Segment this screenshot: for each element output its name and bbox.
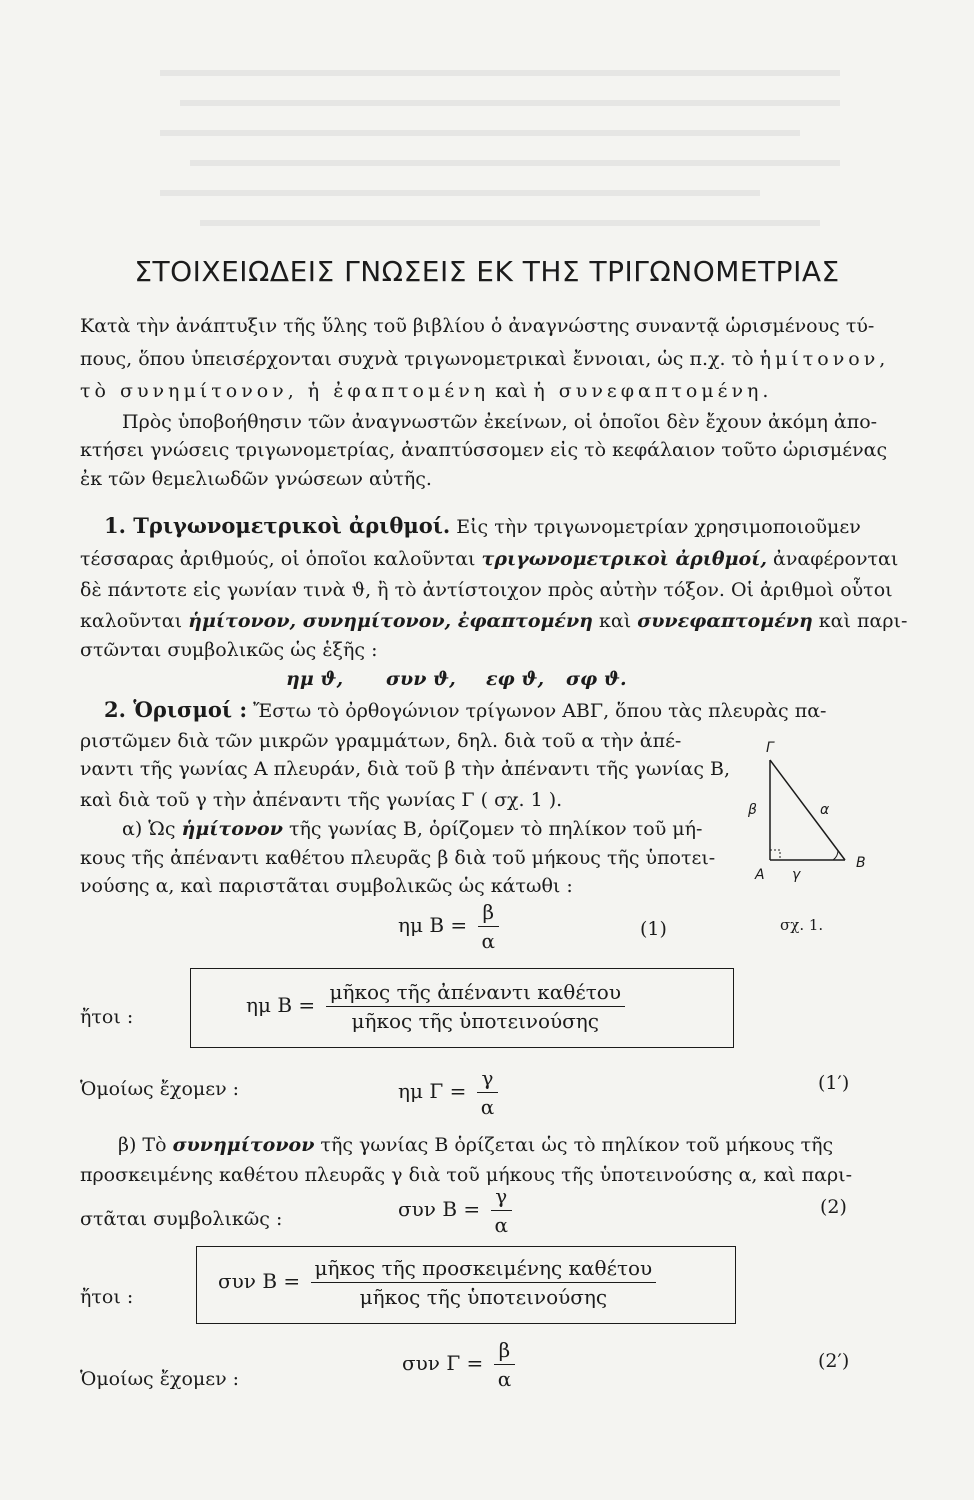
box1-label: ἤτοι : bbox=[80, 1006, 134, 1028]
section-1-line-3: δὲ πάντοτε εἰς γωνίαν τινὰ ϑ, ἢ τὸ ἀντίστοιχον πρὸς αὐτὴν τόξον. Οἱ ἀριθμοὶ οὗτοι bbox=[80, 579, 893, 601]
eq2-numerator: γ bbox=[491, 1184, 513, 1211]
section-2-text-1: Ἔστω τὸ ὀρθογώνιον τρίγωνον ΑΒΓ, ὅπου τὰς πλευρὰς πα- bbox=[247, 700, 827, 722]
eq1p-lhs: ημ Γ = bbox=[398, 1079, 467, 1103]
def-b-line-3: στᾶται συμβολικῶς : bbox=[80, 1208, 283, 1230]
section-1-line-5: στῶνται συμβολικῶς ὡς ἑξῆς : bbox=[80, 639, 378, 661]
eq2-lhs: συν Β = bbox=[398, 1197, 481, 1221]
def-a-text-1c: τῆς γωνίας Β, ὁρίζομεν τὸ πηλίκον τοῦ μή- bbox=[282, 818, 703, 840]
def-a-line-2: κους τῆς ἀπέναντι καθέτου πλευρᾶς β διὰ τοῦ μήκους τῆς ὑποτει- bbox=[80, 847, 716, 869]
term-trig-numbers: τριγωνομετρικοὶ ἀριθμοί, bbox=[481, 548, 767, 570]
terms-spaced: τὸ συνημίτονον, ἡ ἐφαπτομένη bbox=[80, 380, 490, 402]
eq2-number: (2) bbox=[820, 1196, 847, 1218]
symbol-sph: σφ ϑ. bbox=[566, 668, 627, 690]
section-1-line-4 bbox=[80, 608, 907, 634]
eq2p-denominator: α bbox=[497, 1367, 512, 1391]
eq2p-number: (2′) bbox=[818, 1350, 850, 1372]
def-b-line-1 bbox=[118, 1132, 833, 1158]
eq1p-label: Ὁμοίως ἔχομεν : bbox=[80, 1078, 240, 1100]
angle-b-arc bbox=[833, 850, 838, 860]
term-hemitonon-bold: ἡμίτονον bbox=[181, 818, 283, 840]
right-angle-mark bbox=[770, 850, 780, 860]
eq1-lhs: ημ Β = bbox=[398, 913, 468, 937]
term-synephaptomene-bold: συνεφαπτομένη bbox=[637, 610, 813, 632]
section-1-text-2c: ἀναφέρονται bbox=[766, 548, 899, 570]
figure-caption: σχ. 1. bbox=[780, 916, 824, 934]
box1-fraction bbox=[326, 980, 625, 1033]
eq1-denominator: α bbox=[481, 929, 496, 953]
eq1p-numerator: γ bbox=[477, 1066, 499, 1093]
eq1p-denominator: α bbox=[480, 1095, 495, 1119]
side-label-gamma: γ bbox=[792, 867, 801, 883]
box1-denominator: μῆκος τῆς ὑποτεινούσης bbox=[351, 1009, 599, 1033]
side-alpha bbox=[770, 760, 845, 860]
section-2-line-4: καὶ διὰ τοῦ γ τὴν ἀπέναντι τῆς γωνίας Γ ( σχ. 1 ). bbox=[80, 789, 563, 811]
eq1-numerator: β bbox=[478, 900, 500, 927]
eq1-number: (1) bbox=[640, 918, 667, 940]
eq2-denominator: α bbox=[494, 1213, 509, 1237]
equation-1-prime bbox=[398, 1066, 498, 1119]
eq2p-lhs: συν Γ = bbox=[402, 1351, 484, 1375]
symbol-hm: ημ ϑ, bbox=[286, 668, 344, 690]
box2-lhs: συν Β = bbox=[218, 1269, 301, 1293]
conj-kai: καὶ bbox=[489, 380, 534, 402]
symbol-syn: συν ϑ, bbox=[386, 668, 456, 690]
figure-right-triangle bbox=[760, 755, 865, 875]
eq2p-fraction bbox=[494, 1338, 516, 1391]
eq1p-number: (1′) bbox=[818, 1072, 850, 1094]
box1-numerator: μῆκος τῆς ἀπέναντι καθέτου bbox=[326, 980, 625, 1007]
section-1-text-2a: τέσσαρας ἀριθμούς, οἱ ὁποῖοι καλοῦνται bbox=[80, 548, 482, 570]
para2-line-2: κτήσει γνώσεις τριγωνομετρίας, ἀναπτύσσομεν εἰς τὸ κεφάλαιον τοῦτο ὡρισμένας bbox=[80, 439, 888, 461]
intro-line-2 bbox=[80, 346, 889, 372]
eq1p-fraction bbox=[477, 1066, 499, 1119]
def-a-line-1 bbox=[122, 816, 702, 842]
def-a-text-1a: α) Ὡς bbox=[122, 818, 182, 840]
intro-line-2-text: πους, ὅπου ὑπεισέρχονται συχνὰ τριγωνομετρικαὶ ἔννοιαι, ὡς π.χ. τὸ bbox=[80, 348, 760, 370]
box2-numerator: μῆκος τῆς προσκειμένης καθέτου bbox=[311, 1256, 657, 1283]
def-b-text-1c: τῆς γωνίας Β ὁρίζεται ὡς τὸ πηλίκον τοῦ μήκους τῆς bbox=[314, 1134, 834, 1156]
def-b-text-1a: β) Τὸ bbox=[118, 1134, 173, 1156]
section-2-line-2: ριστῶμεν διὰ τῶν μικρῶν γραμμάτων, δηλ. διὰ τοῦ α τὴν ἀπέ- bbox=[80, 730, 682, 752]
vertex-label-b: B bbox=[856, 855, 866, 871]
term-synemitonon-bold: συνημίτονον bbox=[172, 1134, 315, 1156]
box2-label: ἤτοι : bbox=[80, 1286, 134, 1308]
vertex-label-a: A bbox=[755, 867, 765, 883]
para2-line-1: Πρὸς ὑποβοήθησιν τῶν ἀναγνωστῶν ἐκείνων, οἱ ὁποῖοι δὲν ἔχουν ἀκόμη ἀπο- bbox=[122, 411, 878, 433]
box1-lhs: ημ Β = bbox=[246, 993, 316, 1017]
eq2-fraction bbox=[491, 1184, 513, 1237]
section-1-text-1: Εἰς τὴν τριγωνομετρίαν χρησιμοποιοῦμεν bbox=[450, 516, 861, 538]
page-title: ΣΤΟΙΧΕΙΩΔΕΙΣ ΓΝΩΣΕΙΣ ΕΚ ΤΗΣ ΤΡΙΓΩΝΟΜΕΤΡΙΑΣ bbox=[134, 255, 840, 288]
eq1-fraction bbox=[478, 900, 500, 953]
def-a-line-3: νούσης α, καὶ παριστᾶται συμβολικῶς ὡς κάτωθι : bbox=[80, 875, 573, 897]
eq2p-numerator: β bbox=[494, 1338, 516, 1365]
section-1-line-1 bbox=[104, 513, 861, 540]
def-b-line-2: προσκειμένης καθέτου πλευρᾶς γ διὰ τοῦ μήκους τῆς ὑποτεινούσης α, καὶ παρι- bbox=[80, 1164, 853, 1186]
intro-line-3 bbox=[80, 378, 772, 404]
section-2-line-1 bbox=[104, 697, 826, 724]
para2-line-3: ἐκ τῶν θεμελιωδῶν γνώσεων αὐτῆς. bbox=[80, 468, 432, 490]
side-label-alpha: α bbox=[820, 802, 830, 818]
box1-formula bbox=[246, 980, 625, 1033]
equation-2 bbox=[398, 1184, 512, 1237]
equation-1 bbox=[398, 900, 499, 953]
section-1-line-2 bbox=[80, 546, 898, 572]
term-list: ἡμίτονον, συνημίτονον, ἐφαπτομένη bbox=[188, 610, 593, 632]
term-hemitonon: ἡμίτονον, bbox=[759, 348, 890, 370]
intro-line-1: Κατὰ τὴν ἀνάπτυξιν τῆς ὕλης τοῦ βιβλίου ὁ ἀναγνώστης συναντᾷ ὡρισμένους τύ- bbox=[80, 315, 875, 337]
term-synephaptomene: ἡ συνεφαπτομένη. bbox=[533, 380, 773, 402]
equation-2-prime bbox=[402, 1338, 515, 1391]
box2-denominator: μῆκος τῆς ὑποτεινούσης bbox=[359, 1285, 608, 1309]
side-label-beta: β bbox=[748, 802, 757, 818]
section-1-text-4c: καὶ bbox=[592, 610, 638, 632]
section-1-heading: 1. Τριγωνομετρικοὶ ἀριθμοί. bbox=[104, 513, 451, 538]
section-2-line-3: ναντι τῆς γωνίας Α πλευράν, διὰ τοῦ β τὴν ἀπέναντι τῆς γωνίας Β, bbox=[80, 758, 731, 780]
section-1-text-4a: καλοῦνται bbox=[80, 610, 189, 632]
section-1-text-4e: καὶ παρι- bbox=[812, 610, 908, 632]
box2-fraction bbox=[311, 1256, 657, 1309]
box2-formula bbox=[218, 1256, 656, 1309]
vertex-label-g: Γ bbox=[766, 740, 774, 756]
section-2-heading: 2. Ὁρισμοί : bbox=[104, 697, 248, 722]
show-through-texture bbox=[160, 60, 860, 260]
eq2p-label: Ὁμοίως ἔχομεν : bbox=[80, 1368, 240, 1390]
symbol-eph: εφ ϑ, bbox=[486, 668, 545, 690]
